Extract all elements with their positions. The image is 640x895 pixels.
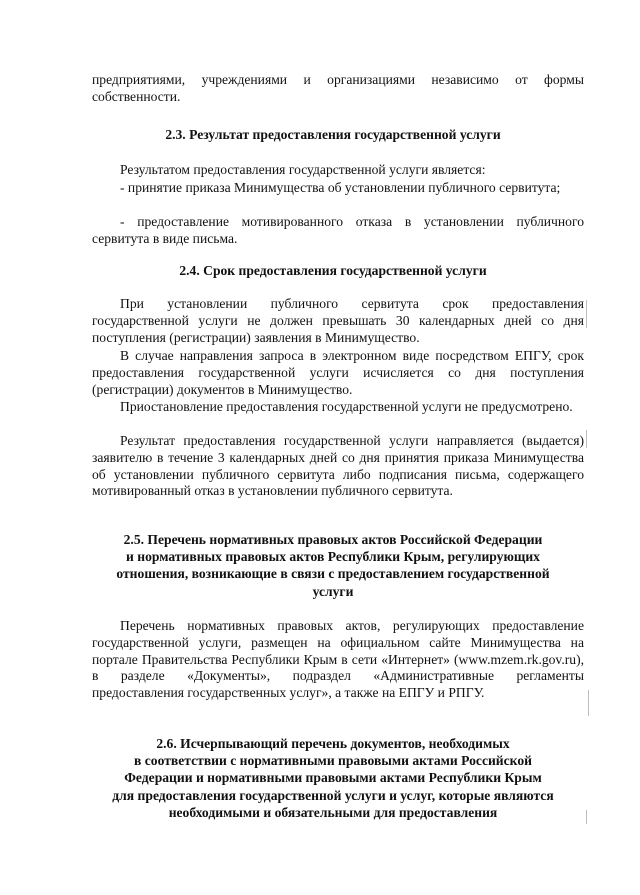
section-2-4-paragraph-1: При установлении публичного сервитута срок предоставления государственной услуги не должен превышать 30 календарных дней со дня поступления (регистрации) заявления в Минимущество. <box>92 296 584 345</box>
section-2-5-heading <box>80 531 586 600</box>
section-2-4-paragraph-2: В случае направления запроса в электронном виде посредством ЕПГУ, срок предоставления государственной услуги исчисляется со дня поступления (регистрации) документов в Минимущество. <box>92 348 584 397</box>
section-2-4-heading: 2.4. Срок предоставления государственной услуги <box>179 263 487 278</box>
section-2-5-heading-line: услуги <box>312 583 354 599</box>
section-2-6-heading-line: в соответствии с нормативными правовыми актами Российской <box>134 753 532 769</box>
scan-edge-mark <box>588 690 589 716</box>
section-2-6-heading <box>80 735 586 821</box>
section-2-4-paragraph-4: Результат предоставления государственной услуги направляется (выдается) заявителю в течение 3 календарных дней со дня принятия приказа Минимущества об установлении публичного сервитута либо подписания письма, содержащего мотивированный отказ в установлении публичного сервитута. <box>92 433 584 499</box>
section-2-6-heading-line: для предоставления государственной услуги и услуг, которые являются <box>112 787 554 803</box>
section-2-5-heading-line: 2.5. Перечень нормативных правовых актов Российской Федерации <box>123 532 543 547</box>
section-2-3-paragraph-2: - принятие приказа Минимущества об установлении публичного сервитута; <box>120 180 561 195</box>
scan-edge-mark <box>586 300 587 328</box>
section-2-5-paragraph: Перечень нормативных правовых актов, регулирующих предоставление государственной услуги, размещен на официальном сайте Минимущества на портале Правительства Республики Крым в сети «Интернет» (www.mzem.rk.gov.ru), в разделе «Документы», подраздел «Административные регламенты предоставления государственных услуг», а также на ЕПГУ и РПГУ. <box>92 618 584 701</box>
section-2-5-heading-line: отношения, возникающие в связи с предоставлением государственной <box>116 566 550 582</box>
scan-edge-mark <box>586 810 587 824</box>
section-2-4-paragraph-3: Приостановление предоставления государственной услуги не предусмотрено. <box>120 399 573 414</box>
section-2-3-heading: 2.3. Результат предоставления государственной услуги <box>165 127 501 142</box>
section-2-6-heading-line: необходимыми и обязательными для предоставления <box>168 804 498 820</box>
section-2-6-heading-line: 2.6. Исчерпывающий перечень документов, необходимых <box>156 736 510 751</box>
section-2-5-heading-line: и нормативных правовых актов Республики Крым, регулирующих <box>126 549 540 565</box>
section-2-6-heading-line: Федерации и нормативными правовыми актами Республики Крым <box>124 770 542 786</box>
section-2-3-paragraph-1: Результатом предоставления государственной услуги является: <box>120 162 486 177</box>
section-2-3-paragraph-3: - предоставление мотивированного отказа в установлении публичного сервитута в виде письма. <box>92 214 584 246</box>
intro-paragraph: предприятиями, учреждениями и организациями независимо от формы собственности. <box>92 72 584 104</box>
scan-edge-mark <box>586 430 587 448</box>
